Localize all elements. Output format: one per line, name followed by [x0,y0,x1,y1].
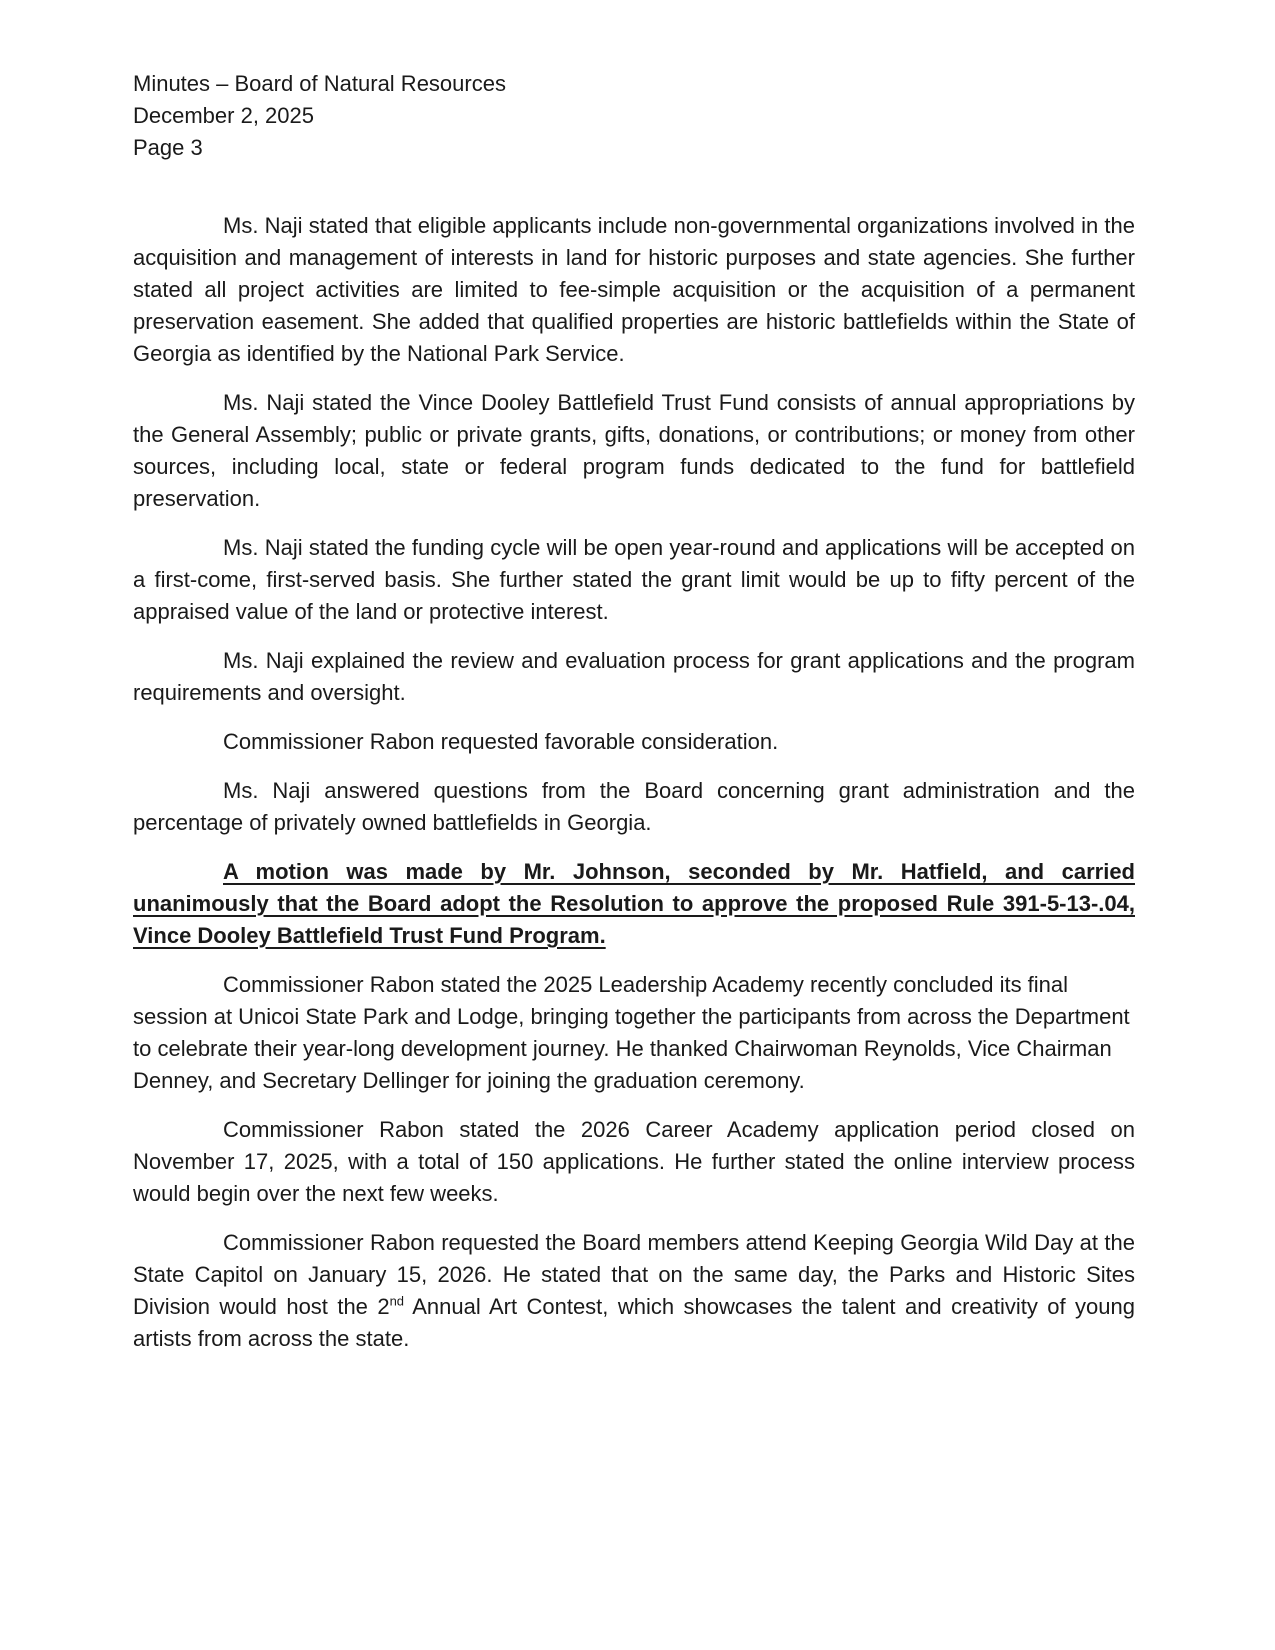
paragraph-eligible-applicants: Ms. Naji stated that eligible applicants include non-governmental organizations involved in the acquisition and management of interests in land for historic purposes and state agencies. She further stated all project activities are limited to fee-simple acquisition or the acquisition of a permanent preservation easement. She added that qualified properties are historic battlefields within the State of Georgia as identified by the National Park Service. [133,213,1135,366]
wild-day-text-after: Annual Art Contest, which showcases the talent and creativity of young artists from across the state. [133,1294,1136,1351]
document-body [133,210,1135,1355]
paragraph-favorable-consideration: Commissioner Rabon requested favorable consideration. [223,729,779,754]
paragraph-funding-cycle: Ms. Naji stated the funding cycle will be open year-round and applications will be accepted on a first-come, first-served basis. She further stated the grant limit would be up to fifty percent of the appraised value of the land or protective interest. [133,535,1135,624]
wild-day-text-before: Commissioner Rabon requested the Board members attend Keeping Georgia Wild Day at the State Capitol on January 15, 2026. He stated that on the same day, the Parks and Historic Sites Division would host the 2 [133,1230,1135,1319]
paragraph-motion: A motion was made by Mr. Johnson, seconded by Mr. Hatfield, and carried unanimously that the Board adopt the Resolution to approve the proposed Rule 391-5-13-.04, Vince Dooley Battlefield Trust Fund Program. [133,859,1135,948]
document-header [133,68,1135,164]
paragraph-wild-day [133,1227,1135,1355]
paragraph-leadership-academy: Commissioner Rabon stated the 2025 Leadership Academy recently concluded its final session at Unicoi State Park and Lodge, bringing together the participants from across the Department to celebrate their year-long development journey. He thanked Chairwoman Reynolds, Vice Chairman Denney, and Secretary Dellinger for joining the graduation ceremony. [133,972,1130,1093]
paragraph-board-questions: Ms. Naji answered questions from the Board concerning grant administration and the percentage of privately owned battlefields in Georgia. [133,778,1135,835]
paragraph-review-process: Ms. Naji explained the review and evaluation process for grant applications and the program requirements and oversight. [133,648,1135,705]
header-page-number: Page 3 [133,135,203,160]
ordinal-superscript: nd [389,1293,405,1309]
header-title: Minutes – Board of Natural Resources [133,71,506,96]
paragraph-trust-fund-sources: Ms. Naji stated the Vince Dooley Battlefield Trust Fund consists of annual appropriations by the General Assembly; public or private grants, gifts, donations, or contributions; or money from other sources, including local, state or federal program funds dedicated to the fund for battlefield preservation. [133,390,1135,511]
paragraph-career-academy: Commissioner Rabon stated the 2026 Career Academy application period closed on November 17, 2025, with a total of 150 applications. He further stated the online interview process would begin over the next few weeks. [133,1117,1135,1206]
header-date: December 2, 2025 [133,103,314,128]
